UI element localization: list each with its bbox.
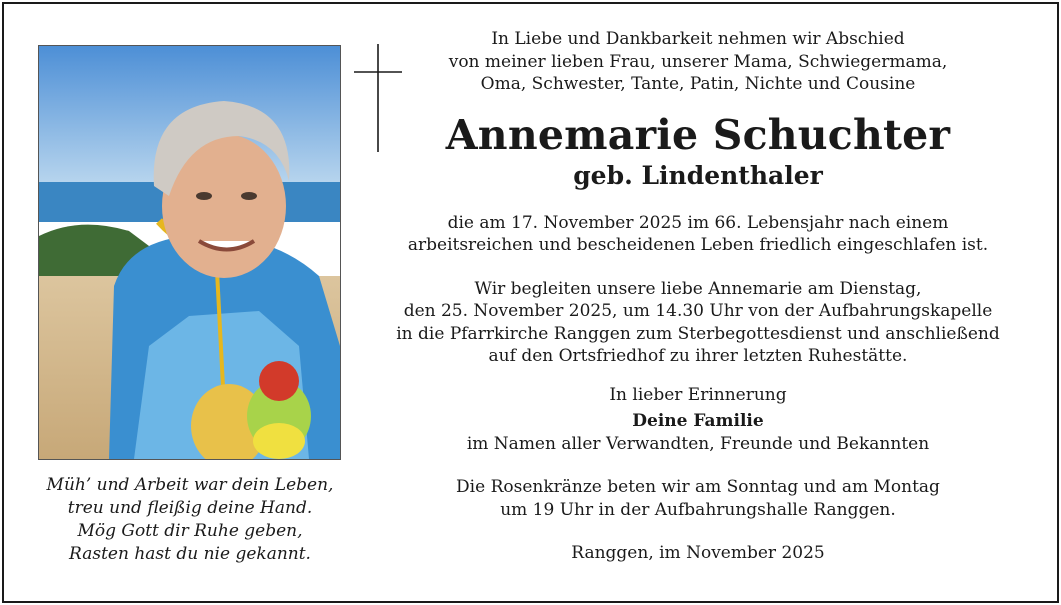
poem-line: Müh’ und Arbeit war dein Leben, <box>46 475 334 495</box>
family-note: im Namen aller Verwandten, Freunde und Bekannten <box>466 433 930 454</box>
family-signature: Deine Familie <box>632 411 764 431</box>
intro-line: In Liebe und Dankbarkeit nehmen wir Abschied <box>491 29 905 49</box>
portrait-photo <box>38 45 341 460</box>
death-notice-line: die am 17. November 2025 im 66. Lebensjahr nach einem <box>447 212 949 233</box>
funeral-info-line: auf den Ortsfriedhof zu ihrer letzten Ruhestätte. <box>488 346 908 366</box>
maiden-name: geb. Lindenthaler <box>573 160 823 190</box>
place-date: Ranggen, im November 2025 <box>571 543 825 563</box>
notice-text <box>384 28 1012 565</box>
poem-line: treu und fleißig deine Hand. <box>67 498 313 518</box>
funeral-info-line: in die Pfarrkirche Ranggen zum Sterbegottesdienst und anschließend <box>396 323 1000 344</box>
rosary-info-line: um 19 Uhr in der Aufbahrungshalle Ranggen. <box>500 499 896 520</box>
poem <box>20 474 360 566</box>
poem-line: Mög Gott dir Ruhe geben, <box>77 521 303 541</box>
deceased-name: Annemarie Schuchter <box>445 110 951 159</box>
funeral-info-line: Wir begleiten unsere liebe Annemarie am Dienstag, <box>474 278 922 299</box>
intro-line: von meiner lieben Frau, unserer Mama, Schwiegermama, <box>448 51 948 72</box>
remembrance: In lieber Erinnerung <box>609 384 787 405</box>
rosary-info-line: Die Rosenkränze beten wir am Sonntag und am Montag <box>456 477 940 497</box>
poem-line: Rasten hast du nie gekannt. <box>69 544 311 564</box>
intro-line: Oma, Schwester, Tante, Patin, Nichte und Cousine <box>480 74 916 94</box>
death-notice-line: arbeitsreichen und bescheidenen Leben friedlich eingeschlafen ist. <box>407 235 989 255</box>
funeral-info-line: den 25. November 2025, um 14.30 Uhr von der Aufbahrungskapelle <box>403 301 993 321</box>
